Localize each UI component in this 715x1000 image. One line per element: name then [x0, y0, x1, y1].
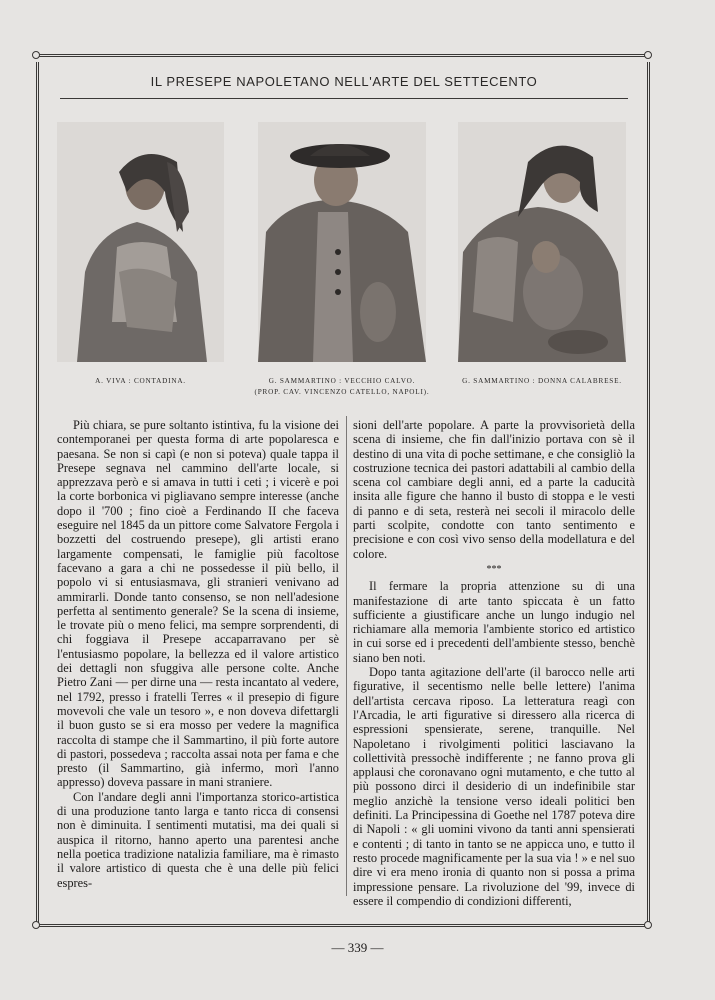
right-paragraph-1: sioni dell'arte popolare. A parte la provvisorietà della scena di insieme, che fin dall'inizio portava con sè il destino di una vita di poche settimane, e che consigliò la costruzione tecnica dei pastori adattabili al cambio della scena col cambiare degli anni, ed a parte la caducità insita alle figure che hanno il busto di stoppa e le vesti di panno e di seta, resterà nei secoli il miracolo delle parti scolpite, condotte con tanto sentimento e precisione e con così vivo senso della modellatura e del colore. [353, 418, 635, 561]
caption-vecchio-calvo [238, 376, 446, 398]
right-column [353, 418, 635, 908]
caption-vecchio-calvo-line1: G. SAMMARTINO : VECCHIO CALVO. [268, 377, 416, 385]
right-paragraph-3: Dopo tanta agitazione dell'arte (il barocco nelle arti figurative, il secentismo nelle belle lettere) l'anima dell'artista cercava riposo. La letteratura reagì con l'Arcadia, le arti figurative si diressero alla ricerca di espressioni spensierate, serene, tranquille. Nel Napoletano i rivolgimenti politici lasciavano la collettività pressochè indifferente ; ne fanno prova gli applausi che coronavano ogni mutamento, e che tutto al più possono dirci il desiderio di un indefinibile star meglio anzichè la tensione verso ideali politici ben definiti. La Principessina di Goethe nel 1787 poteva dire di Napoli : « gli uomini vivono da tanti anni spensierati e contenti ; di tanto in tanto se ne appicca uno, e tutto il resto procede magnificamente per la sua via ! » e nel suo dire vi era meno ironia di quanto non si possa a prima impressione pensare. La rivoluzione del '99, invece di essere il compendio di condizioni differenti, [353, 665, 635, 908]
corner-ornament-tl [32, 51, 40, 59]
right-paragraph-2: Il fermare la propria attenzione su di una manifestazione di arte tanto spiccata è un fatto sufficiente a giustificare anche un lungo indugio nel richiamare alla memoria l'ambiente storico ed artistico in cui sorse ed i precedenti dell'ambiente stesso, benchè siano ben noti. [353, 579, 635, 665]
frame-bottom-rule [38, 924, 649, 927]
frame-left-rule [36, 62, 39, 924]
title-rule [60, 98, 628, 99]
frame-right-rule [647, 62, 650, 924]
photo-vecchio-calvo [258, 122, 426, 362]
corner-ornament-br [644, 921, 652, 929]
corner-ornament-bl [32, 921, 40, 929]
caption-vecchio-calvo-line2: (PROP. CAV. VINCENZO CATELLO, NAPOLI). [254, 388, 430, 396]
page-number: — 339 — [331, 940, 384, 955]
caption-donna-calabrese: G. SAMMARTINO : DONNA CALABRESE. [462, 377, 622, 385]
left-paragraph-1: Più chiara, se pure soltanto istintiva, fu la visione dei contemporanei per questa forma di arte popolaresca e paesana. Se non si capì (e non si poteva) quale tappa il Presepe segnava nel cammino dell'arte locale, si apprezzava però e si amava in tutti i ceti ; i vicerè e poi la corte borbonica vi pigliavano sempre interesse (anche dopo il '700 ; fino cioè a Ferdinando II che faceva eseguire nel 1845 da un pittore come Salvatore Fergola i bozzetti del costruendo presepe), gli artisti erano largamente compensati, le famiglie più facoltose facevano a gara a chi ne possedesse il più bello, il popolo vi si entusiasmava, gli stranieri venivano ad ammirarli. Donde tanto consenso, se non nell'adesione perfetta al sentimento generale? Se la scena di insieme, le trovate più o meno felici, ma sempre sorprendenti, di chi foggiava il Presepe accaparravano per sè l'entusiasmo popolare, la bellezza ed il valore artistico dei dettagli non sfuggiva alle persone colte. Anche Pietro Zani — per dirne una — resta incantato al vedere, nel 1792, presso i fratelli Terres « il presepio di figure movevoli che vale un tesoro », e non doveva difettargli il buon gusto se si era mosso per vedere la magnifica raccolta di stampe che il Sammartino, il più forte autore di pastori, possedeva ; raccolta assai nota per fama e che presto (il Sammartino, già infermo, morì l'anno appresso) doveva passare in mani straniere. [57, 418, 339, 790]
corner-ornament-tr [644, 51, 652, 59]
section-stars: *** [486, 563, 502, 575]
column-divider [346, 416, 347, 896]
photo-donna-calabrese [458, 122, 626, 362]
frame-top-rule [38, 54, 649, 57]
caption-contadina: A. VIVA : CONTADINA. [95, 377, 186, 385]
left-paragraph-2: Con l'andare degli anni l'importanza storico-artistica di una produzione tanto larga e tanto ricca di consensi non è diminuita. I sentimenti mutatisi, ma dei quali si auspica il ritorno, hanno aperto una parentesi anche nella poetica tradizione natalizia familiare, ma è rimasto il valore artistico di questa che è una delle più felici espres- [57, 789, 339, 890]
left-column [57, 418, 339, 890]
photo-contadina [57, 122, 224, 362]
page-title: IL PRESEPE NAPOLETANO NELL'ARTE DEL SETTECENTO [150, 74, 538, 89]
